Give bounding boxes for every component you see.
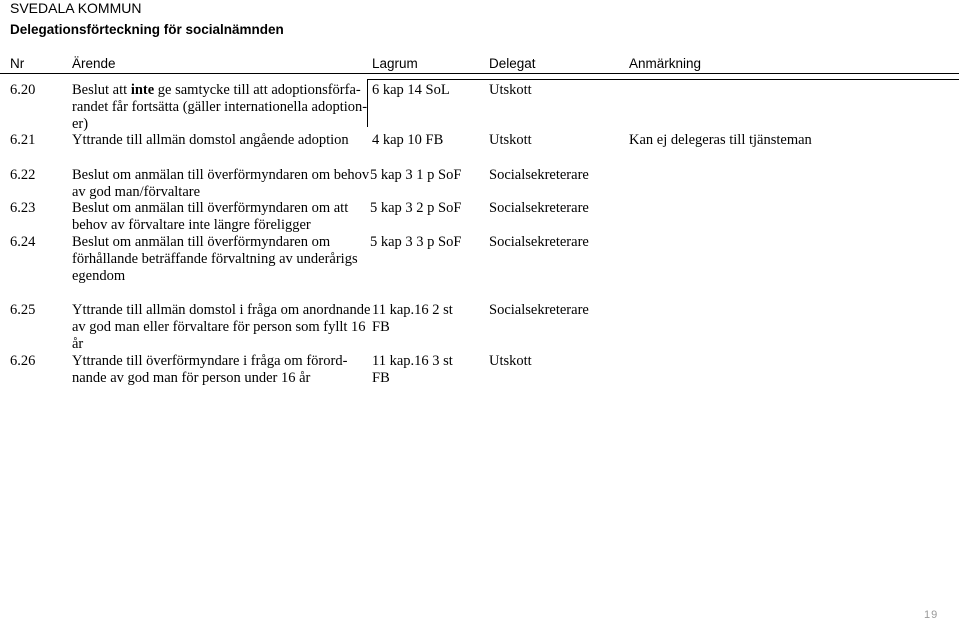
row-number: 6.26 [10, 353, 36, 369]
row-description: Yttrande till allmän domstol angående adoption [72, 132, 349, 148]
column-header-anmarkning: Anmärkning [629, 56, 702, 71]
row-delegat: Socialsekreterare [489, 167, 589, 183]
row-description: Beslut om anmälan till överförmyndaren om behov av god man/förvaltare [72, 167, 370, 200]
row-number: 6.21 [10, 132, 36, 148]
row-number: 6.24 [10, 234, 36, 250]
row-delegat: Socialsekreterare [489, 200, 589, 216]
row-lagrum: 5 kap 3 2 p SoF [370, 200, 462, 216]
page-number: 19 [924, 609, 939, 621]
row-lagrum: 5 kap 3 1 p SoF [370, 167, 462, 183]
document-title: Delegationsförteckning för socialnämnden [10, 22, 284, 37]
row-delegat: Socialsekreterare [489, 302, 589, 318]
row-description: Yttrande till överförmyndare i fråga om förord- nande av god man för person under 16 år [72, 353, 348, 386]
column-header-arende: Ärende [72, 56, 116, 71]
row-delegat: Socialsekreterare [489, 234, 589, 250]
row-delegat: Utskott [489, 132, 532, 148]
row-number: 6.25 [10, 302, 36, 318]
row-lagrum: 4 kap 10 FB [372, 132, 444, 148]
row-number: 6.23 [10, 200, 36, 216]
column-rule [367, 79, 368, 127]
emphasis-text: inte [130, 82, 155, 98]
column-header-lagrum: Lagrum [372, 56, 418, 71]
row-description: Beslut att inte ge samtycke till att adoptionsförfa- randet får fortsätta (gäller internationella adoption- er) [72, 82, 368, 132]
row-description: Beslut om anmälan till överförmyndaren om förhållande beträffande förvaltning av underårigs egendom [72, 234, 358, 284]
row-delegat: Utskott [489, 82, 532, 98]
header-rule [0, 73, 959, 74]
column-header-nr: Nr [10, 56, 25, 71]
row-lagrum: 5 kap 3 3 p SoF [370, 234, 462, 250]
row-lagrum: 11 kap.16 2 st FB [372, 302, 453, 335]
row-description: Beslut om anmälan till överförmyndaren om att behov av förvaltare inte längre föreligger [72, 200, 349, 233]
column-header-delegat: Delegat [489, 56, 536, 71]
row-number: 6.20 [10, 82, 36, 98]
row-lagrum: 11 kap.16 3 st FB [372, 353, 453, 386]
row-description: Yttrande till allmän domstol i fråga om anordnande av god man eller förvaltare för person som fyllt 16 år [72, 302, 371, 352]
organization-name: SVEDALA KOMMUN [10, 0, 142, 16]
row-anmarkning: Kan ej delegeras till tjänsteman [629, 132, 812, 148]
row-rule [367, 79, 959, 80]
row-number: 6.22 [10, 167, 36, 183]
row-delegat: Utskott [489, 353, 532, 369]
row-lagrum: 6 kap 14 SoL [372, 82, 450, 98]
